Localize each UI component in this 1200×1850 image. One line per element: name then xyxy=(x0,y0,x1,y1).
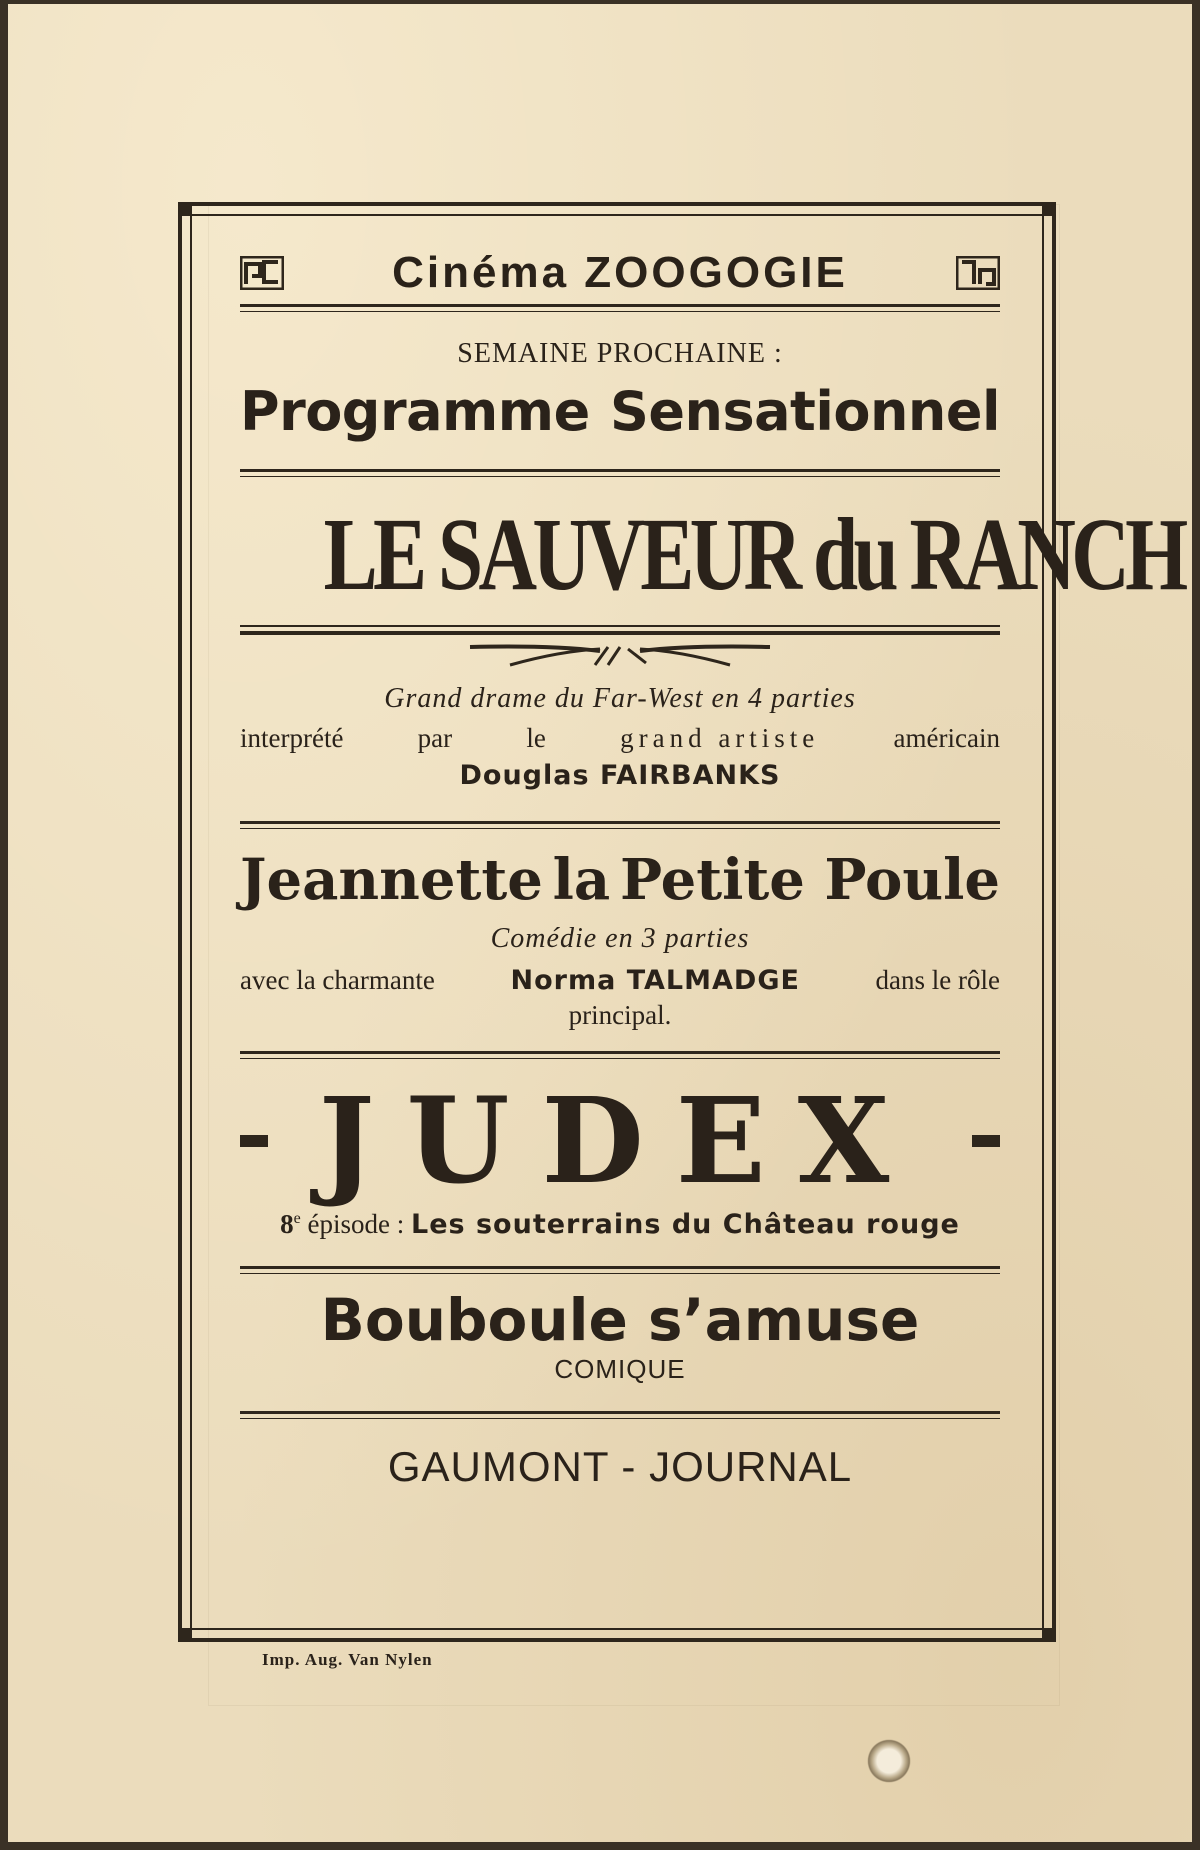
film2-credit-line xyxy=(240,965,1000,996)
sensationnel-word: Sensationnel xyxy=(610,380,1000,443)
episode-number: 8 xyxy=(280,1209,294,1239)
film2-title xyxy=(240,847,1000,913)
film2-title-word: Petite Poule xyxy=(620,847,1000,913)
punch-hole xyxy=(866,1736,912,1786)
film4-title: Bouboule s’amuse xyxy=(320,1286,920,1354)
printer-imprint: Imp. Aug. Van Nylen xyxy=(262,1650,433,1669)
corner-ornament xyxy=(1042,202,1056,216)
corner-ornament xyxy=(1042,1628,1056,1642)
section-rule xyxy=(240,821,1000,829)
film5-title: GAUMONT - JOURNAL xyxy=(387,1443,853,1490)
cinema-name: Cinéma ZOOGOGIE xyxy=(392,248,848,297)
film3-title-row xyxy=(240,1071,1000,1210)
header-rule xyxy=(240,304,1000,312)
corner-ornament xyxy=(178,202,192,216)
section-rule xyxy=(240,1051,1000,1059)
corner-ornament xyxy=(178,1628,192,1642)
credit-word: interprété xyxy=(240,723,344,753)
credit-text: principal. xyxy=(568,1000,672,1030)
programme-word: Programme xyxy=(240,380,590,443)
film2-title-word: la xyxy=(552,847,611,913)
swash-ornament-icon xyxy=(450,641,790,671)
film2-actor: Norma TALMADGE xyxy=(510,965,800,996)
film1-subtitle: Grand drame du Far-West en 4 parties xyxy=(384,683,856,714)
section-rule xyxy=(240,625,1000,635)
next-week-label: SEMAINE PROCHAINE : xyxy=(457,338,783,369)
credit-word: grand artiste xyxy=(620,723,820,753)
film4-genre: COMIQUE xyxy=(554,1354,686,1384)
film1-actor: Douglas FAIRBANKS xyxy=(459,760,781,791)
film1-credit-line xyxy=(240,723,1000,754)
film1-title: LE SAUVEUR du RANCH xyxy=(323,497,1184,612)
episode-word: épisode : xyxy=(307,1209,405,1239)
cinema-header xyxy=(240,242,1000,304)
section-rule xyxy=(240,469,1000,477)
film3-title: JUDEX xyxy=(318,1071,922,1210)
program-page xyxy=(8,4,1192,1842)
right-ornament-icon xyxy=(956,256,1000,290)
credit-word: par xyxy=(417,723,453,753)
episode-title: Les souterrains du Château rouge xyxy=(411,1209,960,1240)
program-content xyxy=(240,242,1184,1491)
film2-title-word: Jeannette xyxy=(240,847,543,913)
credit-text: avec la charmante xyxy=(240,965,435,995)
left-ornament-icon xyxy=(240,256,284,290)
film3-episode xyxy=(240,1209,1000,1240)
section-rule xyxy=(240,1411,1000,1419)
film2-subtitle: Comédie en 3 parties xyxy=(490,923,750,954)
dash-ornament xyxy=(972,1135,1000,1147)
episode-suffix: e xyxy=(293,1210,301,1227)
credit-word: américain xyxy=(893,723,1000,753)
section-rule xyxy=(240,1266,1000,1274)
dash-ornament xyxy=(240,1135,268,1147)
programme-heading xyxy=(240,380,1000,443)
credit-word: le xyxy=(526,723,546,753)
credit-text: dans le rôle xyxy=(875,965,1000,995)
